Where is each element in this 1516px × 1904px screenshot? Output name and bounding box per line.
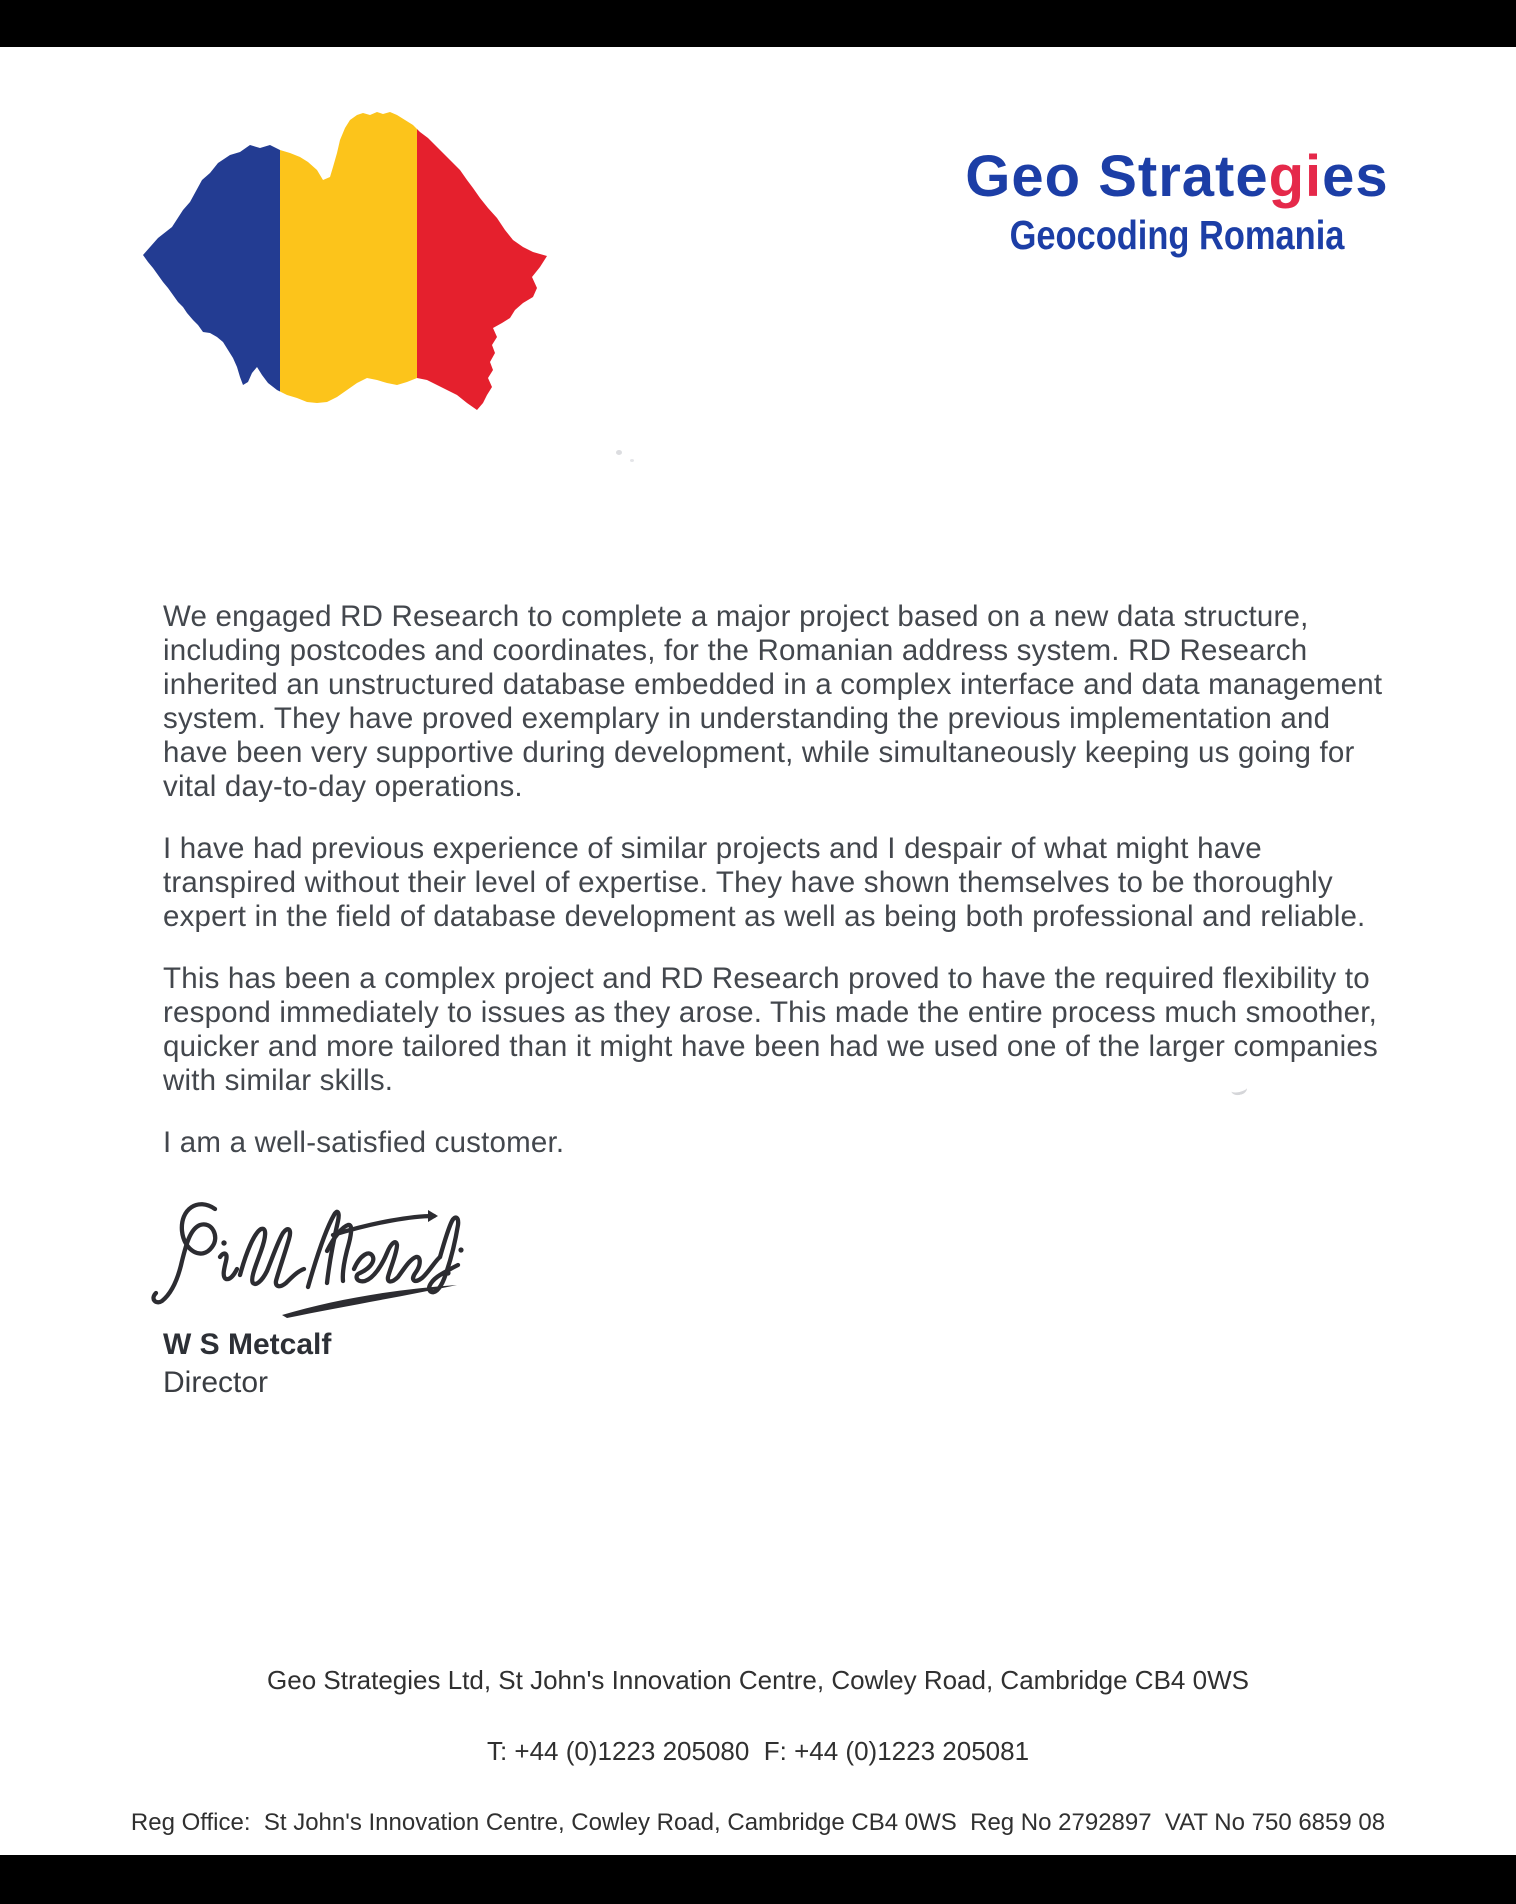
letter-line: have been very supportive during development, while simultaneously keeping us going for — [163, 736, 1355, 769]
paragraph — [163, 832, 1423, 934]
letter-body — [163, 600, 1423, 1188]
footer-line-phones: T: +44 (0)1223 205080 F: +44 (0)1223 205081 — [486, 1736, 1030, 1766]
signer-name: W S Metcalf — [163, 1328, 332, 1361]
flag-stripe-red — [417, 108, 550, 417]
footer-line-address: Geo Strategies Ltd, St John's Innovation Centre, Cowley Road, Cambridge CB4 0WS — [267, 1665, 1249, 1695]
flag-stripe-yellow — [280, 108, 417, 417]
letter-line: quicker and more tailored than it might have been had we used one of the larger companies — [163, 1030, 1378, 1063]
top-black-bar — [0, 0, 1516, 47]
letter-footer — [0, 1627, 1516, 1876]
letter-line: I am a well-satisfied customer. — [163, 1126, 565, 1159]
paragraph — [163, 1126, 1423, 1160]
signer-title: Director — [163, 1366, 269, 1399]
letter-line: expert in the field of database development as well as being both professional and reliable. — [163, 900, 1366, 933]
brand-accent: gi — [1268, 144, 1323, 209]
signature-image — [140, 1195, 500, 1345]
romania-flag-map — [143, 108, 550, 417]
paragraph — [163, 962, 1423, 1098]
scan-artifact — [616, 450, 622, 455]
letter-line: with similar skills. — [163, 1064, 394, 1097]
brand-title — [918, 144, 1436, 209]
brand-subtitle: Geocoding Romania — [1009, 212, 1345, 258]
letter-line: I have had previous experience of similar projects and I despair of what might have — [163, 832, 1262, 865]
letter-line: respond immediately to issues as they arose. This made the entire process much smoother, — [163, 996, 1378, 1029]
flag-stripe-blue — [143, 108, 280, 417]
signer-block — [163, 1326, 331, 1402]
letter-line: system. They have proved exemplary in understanding the previous implementation and — [163, 702, 1331, 735]
company-logo — [918, 144, 1436, 258]
letter-line: We engaged RD Research to complete a major project based on a new data structure, — [163, 600, 1309, 633]
letter-line: inherited an unstructured database embedded in a complex interface and data management — [163, 668, 1383, 701]
letter-line: including postcodes and coordinates, for the Romanian address system. RD Research — [163, 634, 1308, 667]
letter-line: vital day-to-day operations. — [163, 770, 523, 803]
footer-line-registration: Reg Office: St John's Innovation Centre, Cowley Road, Cambridge CB4 0WS Reg No 2792897 VAT No 750 6859 08 — [130, 1809, 1386, 1836]
brand-prefix: Geo Strate — [965, 144, 1269, 209]
letter-line: This has been a complex project and RD Research proved to have the required flexibility to — [163, 962, 1370, 995]
letter-line: transpired without their level of expertise. They have shown themselves to be thoroughly — [163, 866, 1333, 899]
brand-suffix: es — [1322, 144, 1389, 209]
paragraph — [163, 600, 1423, 804]
bottom-black-bar — [0, 1855, 1516, 1904]
